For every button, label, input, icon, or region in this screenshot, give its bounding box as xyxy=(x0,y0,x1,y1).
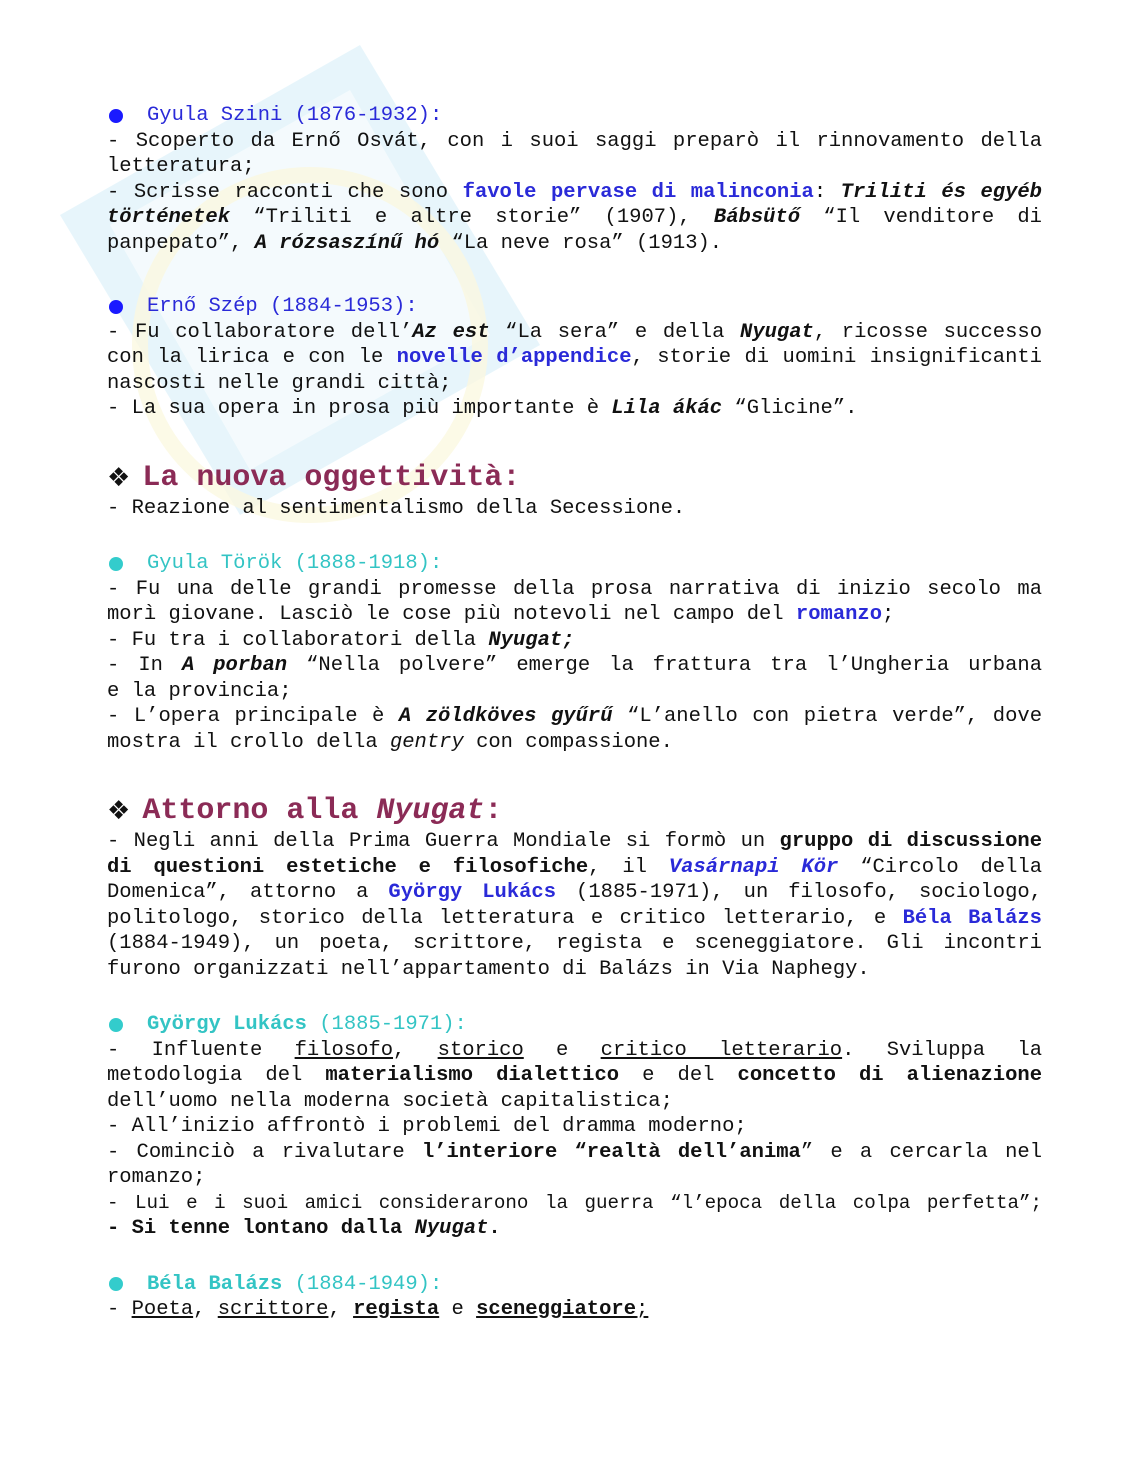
paragraph-line: panpepato”, A rózsaszínű hó “La neve rosa” (1913). xyxy=(107,231,723,255)
section-title-attorno-nyugat: ❖ Attorno alla Nyugat : xyxy=(107,794,503,828)
highlight-text: novelle d’appendice xyxy=(396,346,632,369)
work-title: Lila ákác xyxy=(611,397,723,420)
author-name: Ernő Szép xyxy=(147,295,258,318)
bullet-dot-icon xyxy=(109,1018,123,1032)
heading-gyula-szini xyxy=(107,103,1042,129)
paragraph-line: Domenica”, attorno a György Lukács (1885-1971), un filosofo, sociologo, xyxy=(107,881,1042,904)
paragraph-line: - Reazione al sentimentalismo della Secessione. xyxy=(107,496,686,520)
work-title: Triliti és egyéb xyxy=(840,180,1042,204)
paragraph-line: con la lirica e con le novelle d’appendice, storie di uomini insignificanti xyxy=(107,346,1042,369)
author-name: Gyula Török xyxy=(147,552,283,575)
bullet-dot-icon xyxy=(109,300,123,314)
author-name: Gyula Szini xyxy=(147,104,283,127)
work-title: A zöldköves gyűrű xyxy=(398,705,613,728)
work-title: Bábsütő xyxy=(713,206,801,229)
paragraph-line: mostra il crollo della gentry con compassione. xyxy=(107,730,673,754)
author-years: (1888-1918): xyxy=(282,552,443,575)
bullet-dot-icon xyxy=(109,1277,123,1291)
author-name: György Lukács xyxy=(147,1013,307,1036)
heading-gyorgy-lukacs xyxy=(107,1012,1042,1038)
paragraph-line: - Influente filosofo, storico e critico letterario. Sviluppa la xyxy=(107,1038,1043,1062)
diamond-bullet-icon: ❖ xyxy=(107,796,131,826)
paragraph-line: - Scoperto da Ernő Osvát, con i suoi saggi preparò il rinnovamento della xyxy=(107,129,1042,153)
work-title: A porban xyxy=(181,654,288,677)
heading-erno-szep xyxy=(107,294,1042,320)
work-title: történetek xyxy=(107,206,231,229)
paragraph-line: e la provincia; xyxy=(107,679,292,703)
paragraph-line: - La sua opera in prosa più importante è Lila ákác “Glicine”. xyxy=(107,397,858,420)
highlight-text: Vasárnapi Kör xyxy=(668,855,839,879)
paragraph-line: - Cominciò a rivalutare l’interiore “realtà dell’anima” e a cercarla nel xyxy=(107,1140,1043,1164)
paragraph-line: di questioni estetiche e filosofiche, il Vasárnapi Kör “Circolo della xyxy=(107,855,1043,879)
heading-bela-balazs xyxy=(107,1272,1042,1298)
paragraph-line: romanzo; xyxy=(107,1166,206,1189)
highlight-text: favole pervase di malinconia xyxy=(462,180,814,204)
document-page xyxy=(107,103,1042,1323)
paragraph-line: letteratura; xyxy=(107,155,255,178)
section-title-nuova-oggettivita: ❖ La nuova oggettività: xyxy=(107,460,521,495)
paragraph-line: történetek “Triliti e altre storie” (1907), Bábsütő “Il venditore di xyxy=(107,206,1042,229)
author-name: Béla Balázs xyxy=(147,1272,283,1296)
paragraph-line: morì giovane. Lasciò le cose più notevoli nel campo del romanzo; xyxy=(107,603,895,626)
paragraph-line: - Lui e i suoi amici considerarono la guerra “l’epoca della colpa perfetta”; xyxy=(107,1191,1042,1214)
work-title: Az est xyxy=(412,320,490,344)
author-years: (1885-1971): xyxy=(306,1013,467,1036)
paragraph-line: politologo, storico della letteratura e critico letterario, e Béla Balázs xyxy=(107,906,1042,930)
paragraph-line: - Fu collaboratore dell’Az est “La sera” e della Nyugat, ricosse successo xyxy=(107,320,1042,344)
author-years: (1884-1949): xyxy=(282,1272,443,1296)
paragraph-line: - Negli anni della Prima Guerra Mondiale si formò un gruppo di discussione xyxy=(107,830,1042,853)
paragraph-line: metodologia del materialismo dialettico e del concetto di alienazione xyxy=(107,1064,1042,1087)
paragraph-line: - In A porban “Nella polvere” emerge la frattura tra l’Ungheria urbana xyxy=(107,654,1042,677)
highlight-text: Béla Balázs xyxy=(902,906,1042,930)
paragraph-line: furono organizzati nell’appartamento di Balázs in Via Naphegy. xyxy=(107,957,870,981)
bullet-dot-icon xyxy=(109,109,123,123)
heading-gyula-torok xyxy=(107,551,1042,577)
diamond-bullet-icon: ❖ xyxy=(107,462,131,493)
paragraph-line: - Fu tra i collaboratori della Nyugat; xyxy=(107,628,575,652)
highlight-text: György Lukács xyxy=(388,881,557,904)
paragraph-line: - Poeta, scrittore, regista e sceneggiatore; xyxy=(107,1298,649,1321)
bullet-dot-icon xyxy=(109,557,123,571)
work-title: Nyugat xyxy=(740,320,814,344)
paragraph-line: (1884-1949), un poeta, scrittore, regista e sceneggiatore. Gli incontri xyxy=(107,932,1042,955)
paragraph-line: - All’inizio affrontò i problemi del dramma moderno; xyxy=(107,1115,747,1138)
author-years: (1876-1932): xyxy=(282,104,443,127)
paragraph-line: nascosti nelle grandi città; xyxy=(107,371,452,395)
highlight-text: romanzo xyxy=(795,603,883,626)
paragraph-line: - L’opera principale è A zöldköves gyűrű “L’anello con pietra verde”, dove xyxy=(107,705,1042,728)
work-title: Nyugat; xyxy=(488,628,575,652)
paragraph-line: dell’uomo nella moderna società capitalistica; xyxy=(107,1089,673,1113)
paragraph-line: - Fu una delle grandi promesse della prosa narrativa di inizio secolo ma xyxy=(107,577,1042,601)
paragraph-line: - Si tenne lontano dalla Nyugat. xyxy=(107,1217,501,1240)
author-years: (1884-1953): xyxy=(257,295,418,318)
paragraph-line: - Scrisse racconti che sono favole pervase di malinconia: Triliti és egyéb xyxy=(107,180,1042,204)
work-title: A rózsaszínű hó xyxy=(254,231,440,255)
